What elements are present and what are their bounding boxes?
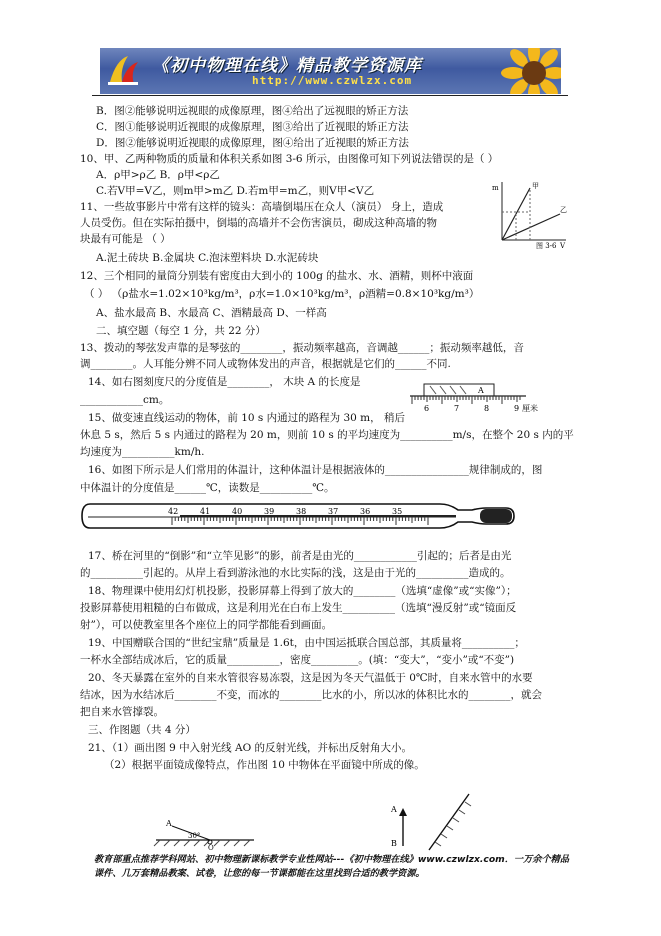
text-line-q14: 14、如右图刻度尺的分度值是________， 木块 A 的长度是 [88, 376, 361, 388]
text-line-q20c: 把自来水管撑裂。 [80, 706, 164, 718]
text-line-q16: 16、如图下所示是人们常用的体温计，这种体温计是根据液体的________________规律制成的，图 [88, 464, 543, 476]
text-line-q15: 15、做变速直线运动的物体，前 10 s 内通过的路程为 30 m， 稍后 [88, 412, 405, 424]
ruler-figure [408, 380, 548, 414]
thermo-tick-35: 35 [392, 507, 403, 516]
header-rule [92, 95, 568, 96]
text-line-q10c: C.若V甲=V乙，则m甲>m乙 D.若m甲=m乙，则V甲<V乙 [96, 185, 375, 197]
text-line-q18b: 投影屏幕使用粗糙的白布做成，这是利用光在白布上发生__________（选填“漫反射”或“镜面反 [80, 602, 517, 614]
graph-x-label: V [560, 242, 566, 250]
thermo-tick-39: 39 [264, 507, 275, 516]
text-line-q12c: A、盐水最高 B、水最高 C、酒精最高 D、一样高 [96, 307, 327, 319]
text-line-q17b: 的__________引起的。从岸上看到游泳池的水比实际的浅，这是由于光的__________造成的。 [80, 567, 511, 579]
text-line-q15b: 休息 5 s，然后 5 s 内通过的路程为 20 m，则前 10 s 的平均速度为__________m/s，在整个 20 s 内的平 [80, 429, 574, 441]
text-line-q12b: （ ） （ρ盐水=1.02×10³kg/m³，ρ水=1.0×10³kg/m³，ρ酒精=0.8×10³kg/m³） [84, 288, 480, 300]
text-line-q11: 11、一些故事影片中常有这样的镜头：高墙倒塌压在众人（演员） 身上，造成 [80, 201, 444, 213]
text-line-s2: 二、填空题（每空 1 分，共 22 分） [96, 325, 266, 337]
ruler-block-label: A [478, 386, 484, 395]
text-line-q12: 12、三个相同的量筒分别装有密度由大到小的 100g 的盐水、水、酒精，则杯中液面 [80, 270, 474, 282]
graph-series-jia: 甲 [532, 182, 539, 190]
ruler-tick-9: 9 [514, 404, 520, 413]
banner-title: 《初中物理在线》精品教学资源库 [152, 56, 422, 76]
sunflower-icon [499, 48, 561, 94]
ruler-unit: 厘米 [522, 404, 538, 413]
graph-y-label: m [492, 184, 499, 192]
thermo-tick-36: 36 [360, 507, 371, 516]
graph-series-yi: 乙 [560, 206, 567, 214]
thermo-tick-41: 41 [200, 507, 211, 516]
ruler-tick-6: 6 [424, 404, 430, 413]
text-line-q15c: 均速度为__________km/h. [80, 446, 205, 458]
text-line-q18c: 射”），可以使教室里各个座位上的同学都能看到画面。 [80, 619, 333, 631]
thermo-tick-42: 42 [168, 507, 179, 516]
thermo-tick-40: 40 [232, 507, 243, 516]
text-line-q20b: 结冰，因为水结冰后________不变，而冰的________比水的小，所以冰的体积比水的________，就会 [80, 689, 542, 701]
fig10-label-a: A [391, 805, 397, 814]
fig9-angle: 30° [188, 832, 201, 840]
fig9-label-o: O [208, 844, 214, 850]
banner-url[interactable]: http://www.czwlzx.com [252, 74, 413, 87]
fig10-label-b: B [391, 839, 397, 848]
text-line-q11c: 块最有可能是 （ ） [80, 233, 171, 245]
ruler-tick-8: 8 [484, 404, 490, 413]
logo-icon [106, 52, 142, 90]
text-line-q10: 10、甲、乙两种物质的质量和体积关系如图 3-6 所示，由图像可知下列说法错误的是（ ） [80, 153, 499, 165]
text-line-s3: 三、作图题（共 4 分） [88, 724, 196, 736]
text-line-q21: 21、（1）画出图 9 中入射光线 AO 的反射光线，并标出反射角大小。 [88, 742, 413, 754]
text-line-l2: C．图①能够说明近视眼的成像原理，图③给出了近视眼的矫正方法 [96, 121, 409, 133]
text-line-q16b: 中体温计的分度值是______℃，读数是__________℃。 [80, 482, 335, 494]
header-banner [100, 48, 561, 94]
text-line-l3: D．图②能够说明近视眼的成像原理，图④给出了近视眼的矫正方法 [96, 137, 409, 149]
ruler-tick-7: 7 [454, 404, 460, 413]
text-line-q11b: 人员受伤。但在实际拍摄中，倒塌的高墙并不会伤害演员，砌成这种高墙的物 [80, 217, 437, 229]
thermometer-figure [80, 496, 520, 536]
page-footer: 教育部重点推荐学科网站、初中物理新课标教学专业性网站---《初中物理在线》www.czwlzx.com．一万余个精品课件、几万套精品教案、试卷，让您的每一节课都能在这里找到合适的教学资源。 [94, 854, 570, 879]
mass-volume-graph [490, 178, 570, 250]
text-line-q21b: （2）根据平面镜成像特点，作出图 10 中物体在平面镜中所成的像。 [104, 759, 425, 771]
text-line-q11d: A.泥土砖块 B.金属块 C.泡沫塑料块 D.水泥砖块 [96, 252, 319, 264]
text-line-q20: 20、冬天暴露在室外的自来水管很容易冻裂，这是因为冬天气温低于 0℃时，自来水管中的水要 [88, 672, 533, 684]
text-line-q18: 18、物理课中使用幻灯机投影，投影屏幕上得到了放大的________（选填“虚像”或“实像”）； [88, 585, 517, 597]
text-line-q19: 19、中国赠联合国的“世纪宝鼎”质量是 1.6t，由中国运抵联合国总部，其质量将__________； [88, 637, 525, 649]
graph-caption: 图 3-6 [536, 242, 557, 250]
text-line-q17: 17、桥在河里的“倒影”和“立竿见影”的影，前者是由光的____________引起的；后者是由光 [88, 550, 512, 562]
text-line-q14b: ____________cm。 [80, 394, 170, 406]
thermo-tick-38: 38 [296, 507, 307, 516]
text-line-l1: B．图②能够说明远视眼的成像原理，图④给出了远视眼的矫正方法 [96, 105, 409, 117]
text-line-q19b: 一杯水全部结成冰后，它的质量__________，密度_________。(填：“变大”，“变小”或“不变”) [80, 654, 515, 666]
thermo-tick-37: 37 [328, 507, 339, 516]
figure-9 [150, 800, 260, 850]
text-line-q13: 13、拨动的琴弦发声靠的是琴弦的________，振动频率越高，音调越______；振动频率越低，音 [80, 342, 524, 354]
text-line-q13b: 调________。人耳能分辨不同人或物体发出的声音，根据就是它们的______不同. [80, 358, 451, 370]
figure-10 [385, 790, 475, 852]
text-line-q10a: A．ρ甲>ρ乙 B．ρ甲<ρ乙 [96, 169, 220, 181]
fig9-label-a: A [166, 819, 172, 828]
